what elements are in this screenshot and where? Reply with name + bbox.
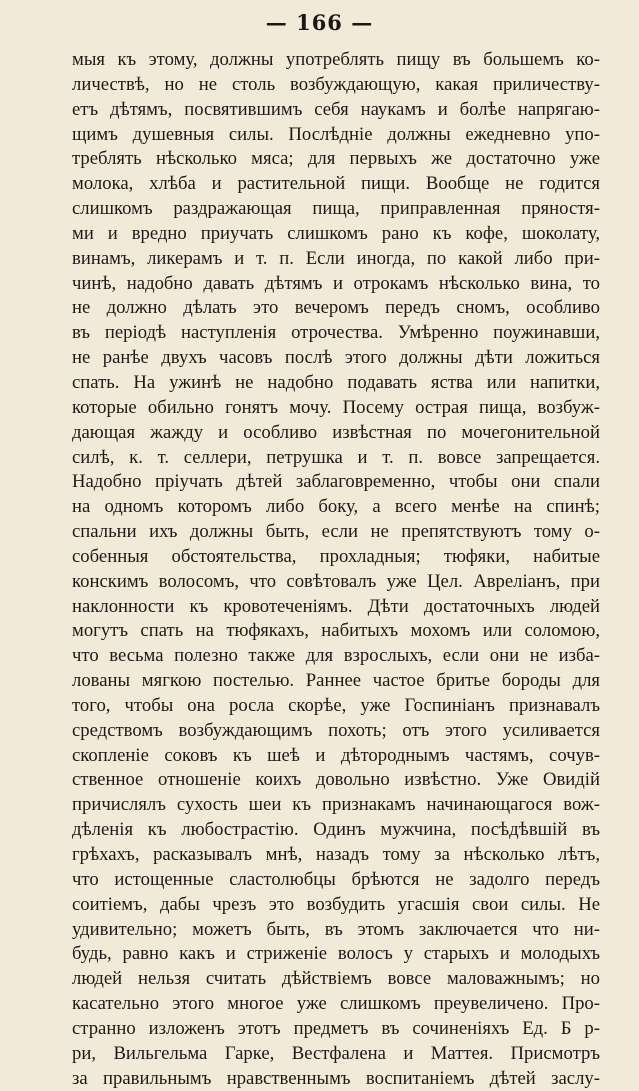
text-line: могутъ спать на тюфякахъ, набитыхъ мохомъ или соломою, <box>72 620 600 642</box>
text-line: мыя къ этому, должны употреблять пищу въ большемъ ко- <box>72 49 600 70</box>
text-line: слишкомъ раздражающая пища, приправленная пряностя- <box>72 198 600 220</box>
text-line: винамъ, ликерамъ и т. п. Если иногда, по какой либо при- <box>72 247 600 269</box>
text-line: ри, Вильгельма Гарке, Вестфалена и Маттея. Присмотръ <box>72 1042 600 1064</box>
text-line: чинѣ, надобно давать дѣтямъ и отрокамъ нѣсколько вина, то <box>72 272 600 294</box>
text-line: того, чтобы она росла скорѣе, уже Госпиніанъ признавалъ <box>72 694 600 716</box>
text-line: спать. На ужинѣ не надобно подавать яства или напитки, <box>72 371 600 393</box>
text-line: дающая жажду и особливо извѣстная по мочегонительной <box>72 421 600 443</box>
text-line: лованы мягкою постелью. Раннее частое бритье бороды для <box>72 670 600 692</box>
text-line: наклонности къ кровотеченіямъ. Дѣти достаточныхъ людей <box>72 595 600 617</box>
body-text <box>72 48 600 1091</box>
text-line: будь, равно какъ и стриженіе волосъ у старыхъ и молодыхъ <box>72 943 600 965</box>
text-line: ми и вредно приучать слишкомъ рано къ кофе, шоколату, <box>72 222 600 244</box>
text-line: грѣхахъ, расказывалъ мнѣ, назадъ тому за нѣсколько лѣтъ, <box>72 844 600 865</box>
text-line: треблять нѣсколько мяса; для первыхъ же достаточно уже <box>72 148 600 170</box>
text-line: людей нельзя считать дѣйствіемъ вовсе маловажнымъ; но <box>72 968 600 990</box>
text-line: касательно этого многое уже слишкомъ преувеличено. Про- <box>72 993 600 1015</box>
text-line: средствомъ возбуждающимъ похоть; отъ этого усиливается <box>72 719 600 741</box>
text-line: что весьма полезно также для взрослыхъ, если они не изба- <box>72 645 600 667</box>
text-line: причислялъ сухость шеи къ признакамъ начинающагося вож- <box>72 794 600 816</box>
text-line: конскимъ волосомъ, что совѣтовалъ уже Цел. Авреліанъ, при <box>72 570 600 592</box>
text-line: удивительно; можетъ быть, въ этомъ заключается что ни- <box>72 918 600 940</box>
text-line: ственное отношеніе коихъ довольно извѣстно. Уже Овидій <box>72 769 600 791</box>
text-line: молока, хлѣба и растительной пищи. Вообще не годится <box>72 173 600 195</box>
text-line: странно изложенъ этотъ предметъ въ сочиненіяхъ Ед. Б р- <box>72 1017 600 1039</box>
text-line: на одномъ которомъ либо боку, а всего менѣе на спинѣ; <box>72 496 600 518</box>
text-line: личествѣ, но не столь возбуждающую, какая приличеству- <box>72 73 600 95</box>
text-line: собенныя обстоятельства, прохладныя; тюфяки, набитые <box>72 545 600 567</box>
text-line: за правильнымъ нравственнымъ воспитаніемъ дѣтей заслу- <box>72 1067 600 1089</box>
text-line: не ранѣе двухъ часовъ послѣ этого должны дѣти ложиться <box>72 347 600 369</box>
text-line: етъ дѣтямъ, посвятившимъ себя наукамъ и болѣе напрягаю- <box>72 98 600 120</box>
text-line: спальни ихъ должны быть, если не препятствуютъ тому о- <box>72 521 600 543</box>
text-line: скопленіе соковъ къ шеѣ и дѣтороднымъ частямъ, сочув- <box>72 744 600 766</box>
text-line: въ періодѣ наступленія отрочества. Умѣренно поужинавши, <box>72 322 600 344</box>
text-line: щимъ душевныя силы. Послѣдніе должны ежедневно упо- <box>72 123 600 145</box>
page-number: — 166 — <box>265 10 374 35</box>
text-line: Надобно пріучать дѣтей заблаговременно, чтобы они спали <box>72 471 600 493</box>
text-line: что истощенные сластолюбцы брѣются не задолго передъ <box>72 868 600 890</box>
text-line: не должно дѣлать это вечеромъ передъ сномъ, особливо <box>72 297 600 319</box>
text-line: которые обильно гонятъ мочу. Посему острая пища, возбуж- <box>72 396 600 418</box>
text-line: соитіемъ, дабы чрезъ это возбудить угасшія свои силы. Не <box>72 893 600 915</box>
text-line: силѣ, к. т. селлери, петрушка и т. п. вовсе запрещается. <box>72 446 600 468</box>
text-line: дѣленія къ любострастію. Одинъ мужчина, посѣдѣвшій въ <box>72 819 600 841</box>
